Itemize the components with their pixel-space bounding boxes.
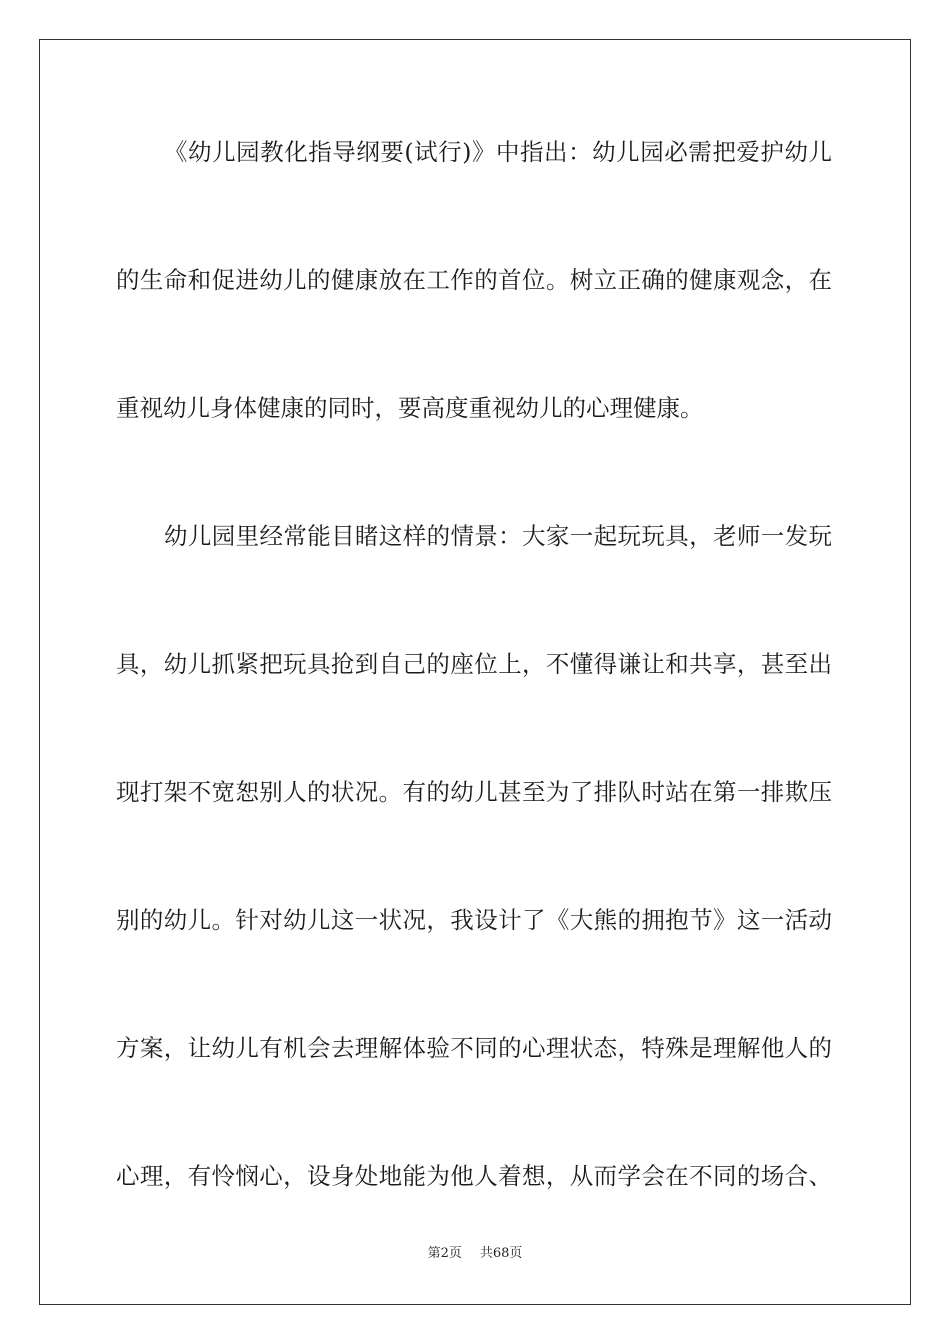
paragraph-1-line-3: 重视幼儿身体健康的同时，要高度重视幼儿的心理健康。 xyxy=(116,394,704,422)
page-footer xyxy=(0,1244,950,1264)
page-number: 第2页 xyxy=(427,1246,462,1261)
paragraph-2-line-5: 方案，让幼儿有机会去理解体验不同的心理状态，特殊是理解他人的 xyxy=(116,1034,832,1062)
paragraph-2-line-3: 现打架不宽恕别人的状况。有的幼儿甚至为了排队时站在第一排欺压 xyxy=(116,778,832,806)
paragraph-2-line-2: 具，幼儿抓紧把玩具抢到自己的座位上，不懂得谦让和共享，甚至出 xyxy=(116,650,832,678)
paragraph-1-line-2: 的生命和促进幼儿的健康放在工作的首位。树立正确的健康观念，在 xyxy=(116,266,832,294)
paragraph-1-line-1: 《幼儿园教化指导纲要(试行)》中指出：幼儿园必需把爱护幼儿 xyxy=(164,138,832,166)
paragraph-2-line-6: 心理，有怜悯心，设身处地能为他人着想，从而学会在不同的场合、 xyxy=(116,1162,832,1190)
paragraph-2-line-4: 别的幼儿。针对幼儿这一状况，我设计了《大熊的拥抱节》这一活动 xyxy=(116,906,832,934)
total-pages: 共68页 xyxy=(479,1246,523,1261)
document-body xyxy=(116,128,832,1200)
paragraph-2-line-1: 幼儿园里经常能目睹这样的情景：大家一起玩玩具，老师一发玩 xyxy=(164,522,832,550)
